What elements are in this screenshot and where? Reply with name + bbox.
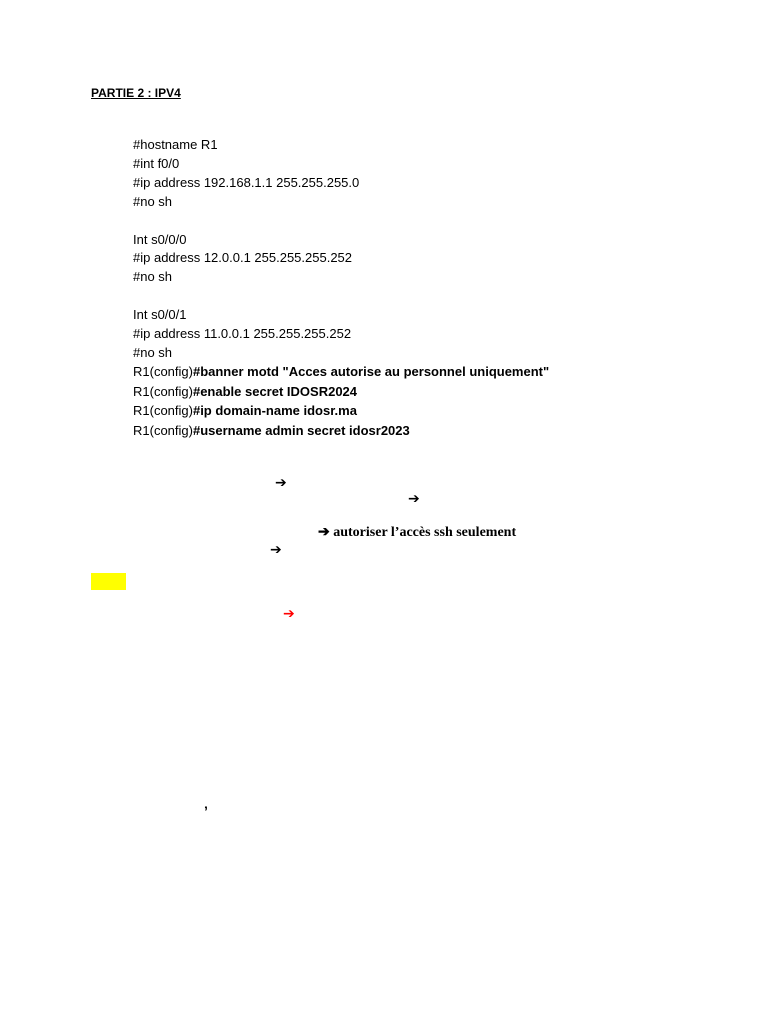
red-arrow-icon: ➔: [283, 605, 295, 621]
arrow-icon: ➔: [408, 490, 420, 506]
config-line-no-shut-2: #no sh: [133, 269, 173, 284]
config-command-username: #username admin secret idosr2023: [192, 423, 410, 438]
yellow-highlight-mark: [91, 573, 126, 590]
config-prompt: R1(config): [133, 384, 193, 399]
config-line-int-f0-0: #int f0/0: [133, 156, 180, 171]
config-line-username: [133, 423, 410, 439]
config-command-banner: #banner motd "Acces autorise au personnel uniquement": [192, 364, 550, 379]
config-line-banner: [133, 364, 549, 380]
config-line-no-shut-3: #no sh: [133, 345, 173, 360]
ssh-note-text: autoriser l’accès ssh seulement: [333, 525, 517, 540]
config-line-ip-f0-0: #ip address 192.168.1.1 255.255.255.0: [133, 175, 360, 190]
config-command-domain-name: #ip domain-name idosr.ma: [192, 403, 357, 418]
config-line-enable-secret: [133, 384, 357, 400]
config-prompt: R1(config): [133, 423, 193, 438]
arrow-icon: ➔: [270, 541, 282, 557]
config-line-domain-name: [133, 403, 357, 419]
config-line-ip-s0-0-0: #ip address 12.0.0.1 255.255.255.252: [133, 250, 353, 265]
arrow-icon: ➔: [275, 474, 287, 490]
config-line-hostname: #hostname R1: [133, 137, 218, 152]
page-heading: PARTIE 2 : IPV4: [91, 86, 181, 100]
stray-apostrophe: ’: [204, 803, 208, 819]
config-line-ip-s0-0-1: #ip address 11.0.0.1 255.255.255.252: [133, 326, 352, 341]
config-command-enable-secret: #enable secret IDOSR2024: [192, 384, 358, 399]
config-line-int-s0-0-0: Int s0/0/0: [133, 232, 187, 247]
config-prompt: R1(config): [133, 364, 193, 379]
config-prompt: R1(config): [133, 403, 193, 418]
ssh-note: [318, 524, 516, 542]
config-line-no-shut-1: #no sh: [133, 194, 173, 209]
arrow-icon: ➔: [318, 525, 330, 540]
config-line-int-s0-0-1: Int s0/0/1: [133, 307, 187, 322]
